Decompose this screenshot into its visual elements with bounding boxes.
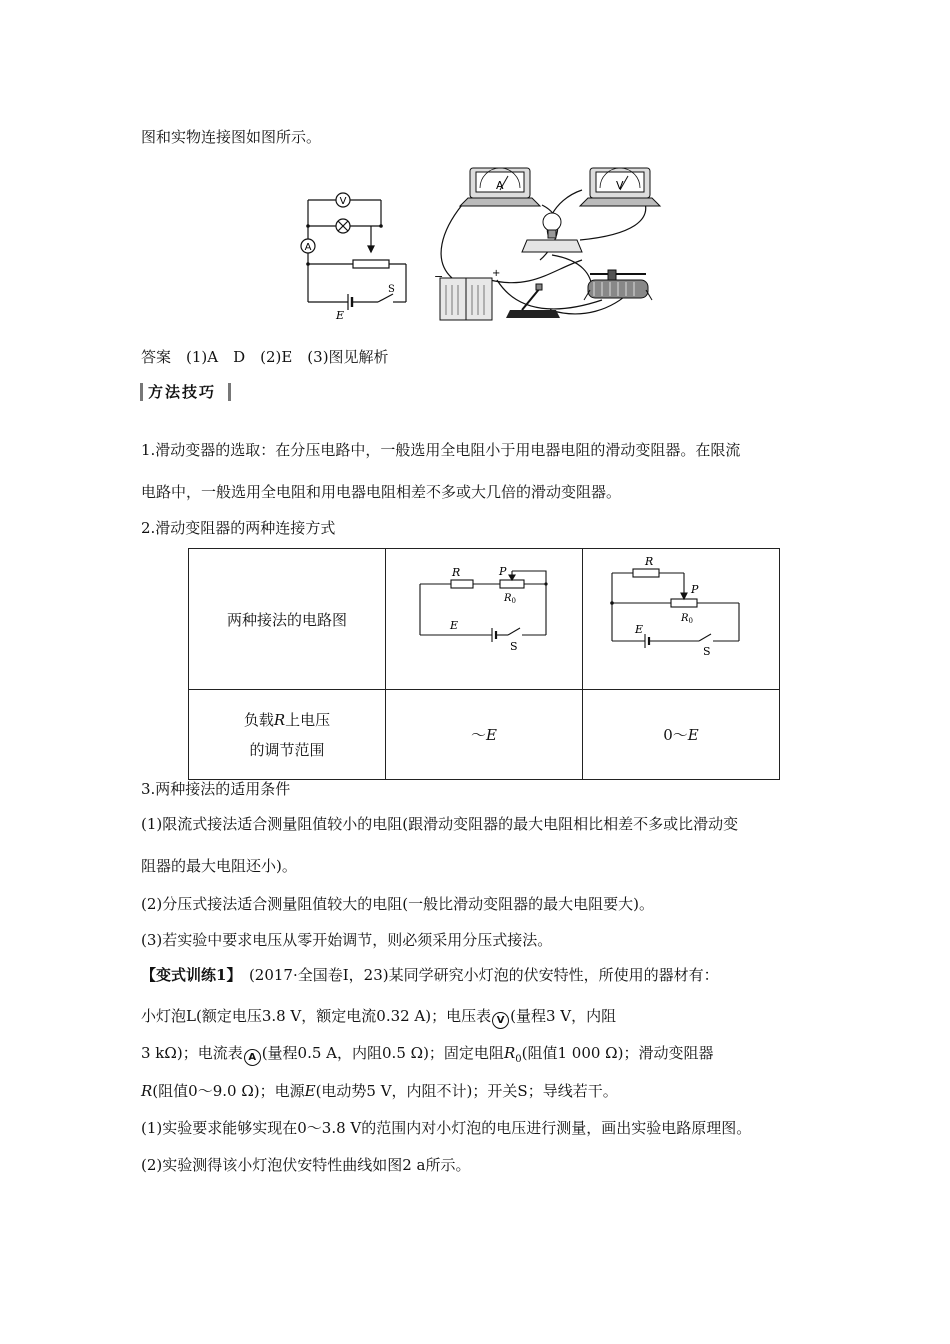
ammeter-device: [460, 168, 540, 206]
ammeter-label: A: [304, 242, 312, 253]
row2-label-line1: 负载R上电压: [243, 710, 331, 729]
vd-R0-label: R: [681, 613, 689, 624]
table-label-cell: [189, 549, 386, 690]
ammeter-photo-label: A: [496, 179, 504, 192]
vd-R-label: R: [645, 555, 654, 568]
rheostat-device: [584, 270, 652, 300]
question-2: (2)实验测得该小灯泡伏安特性曲线如图2 a所示。: [141, 1156, 471, 1174]
exercise-line4: R(阻值0～9.0 Ω)；电源E(电动势5 V，内阻不计)；开关S；导线若干。: [141, 1082, 618, 1100]
voltage-divider-circuit: [583, 549, 779, 685]
cl-R0-sub: 0: [511, 597, 516, 605]
cl-E-label: E: [450, 619, 459, 632]
voltage-divider-cell: [583, 549, 780, 690]
tip1-line1: 1.滑动变器的选取：在分压电路中，一般选用全电阻小于用电器电阻的滑动变阻器。在限流: [141, 441, 741, 459]
tip1-line2: 电路中，一般选用全电阻和用电器电阻相差不多或大几倍的滑动变阻器。: [141, 483, 622, 501]
current-limiting-circuit: [386, 549, 582, 685]
section-title: 方法技巧: [148, 383, 217, 401]
svg-text:R0: [503, 593, 516, 605]
range-current-limiting: ～E: [386, 690, 583, 780]
emf-label: E: [336, 309, 345, 322]
exercise-line3: 3 kΩ)；电流表 A (量程0.5 A，内阻0.5 Ω)；固定电阻$R_0$(阻值1 000 Ω)；滑动变阻器: [141, 1044, 714, 1065]
tip2-line: 2.滑动变阻器的两种连接方式: [141, 519, 336, 537]
exercise-title: 【变式训练1】: [141, 966, 234, 984]
section-bar-right: [228, 383, 231, 401]
exercise-source: (2017·全国卷Ⅰ，23)某同学研究小灯泡的伏安特性，所使用的器材有：: [233, 966, 719, 984]
cl-S-label: S: [510, 640, 518, 653]
cl-P-label: P: [499, 565, 507, 578]
battery-plus-label: +: [492, 268, 501, 279]
tip3-line: 3.两种接法的适用条件: [141, 780, 291, 798]
battery-minus-label: −: [434, 270, 444, 283]
table-row: [189, 690, 780, 780]
voltmeter-photo-label: V: [616, 179, 624, 192]
apparatus-drawing: [432, 160, 662, 325]
tip3-2-line: (2)分压式接法适合测量阻值较大的电阻(一般比滑动变阻器的最大电阻要大)。: [141, 895, 654, 913]
lamp-device: [522, 213, 582, 252]
exercise-line2: 小灯泡L(额定电压3.8 V，额定电流0.32 A)；电压表 V (量程3 V，内阻: [141, 1006, 616, 1029]
switch-device: [506, 284, 560, 318]
cl-R-label: R: [452, 566, 461, 579]
intro-line: 图和实物连接图如图所示。: [141, 128, 322, 146]
ammeter-symbol-inline: A: [244, 1049, 261, 1066]
voltmeter-symbol-inline: V: [492, 1012, 509, 1029]
rheostat-symbol: [353, 260, 389, 268]
section-header: [140, 381, 232, 403]
tip3-3-line: (3)若实验中要求电压从零开始调节，则必须采用分压式接法。: [141, 931, 553, 949]
tip3-1-line2: 阻器的最大电阻还小)。: [141, 857, 297, 875]
vd-E-label: E: [635, 623, 644, 636]
section-bar-left: [140, 383, 143, 401]
switch-label: S: [388, 284, 395, 295]
battery-device: [434, 268, 500, 320]
answer-line: 答案 (1)A D (2)E (3)图见解析: [141, 348, 389, 366]
table-row: [189, 549, 780, 690]
row2-label-line2: 的调节范围: [249, 740, 325, 759]
range-voltage-divider: 0～E: [583, 690, 780, 780]
connection-table: [188, 548, 780, 780]
tip3-1-line1: (1)限流式接法适合测量阻值较小的电阻(跟滑动变阻器的最大电阻相比相差不多或比滑动变: [141, 815, 739, 833]
vd-R0-sub: 0: [688, 617, 693, 625]
vd-P-label: P: [691, 583, 699, 596]
voltmeter-device: [580, 168, 660, 206]
row1-label: 两种接法的电路图: [226, 610, 347, 629]
current-limiting-cell: [386, 549, 583, 690]
exercise-line1: [141, 965, 719, 985]
question-1: (1)实验要求能够实现在0～3.8 V的范围内对小灯泡的电压进行测量，画出实验电路原理图。: [141, 1119, 752, 1137]
vd-S-label: S: [703, 645, 711, 658]
table-label-cell: [189, 690, 386, 780]
voltmeter-label: V: [339, 196, 347, 207]
circuit-schematic: [296, 182, 421, 322]
svg-text:R0: [680, 613, 693, 625]
cl-R0-label: R: [504, 593, 512, 604]
